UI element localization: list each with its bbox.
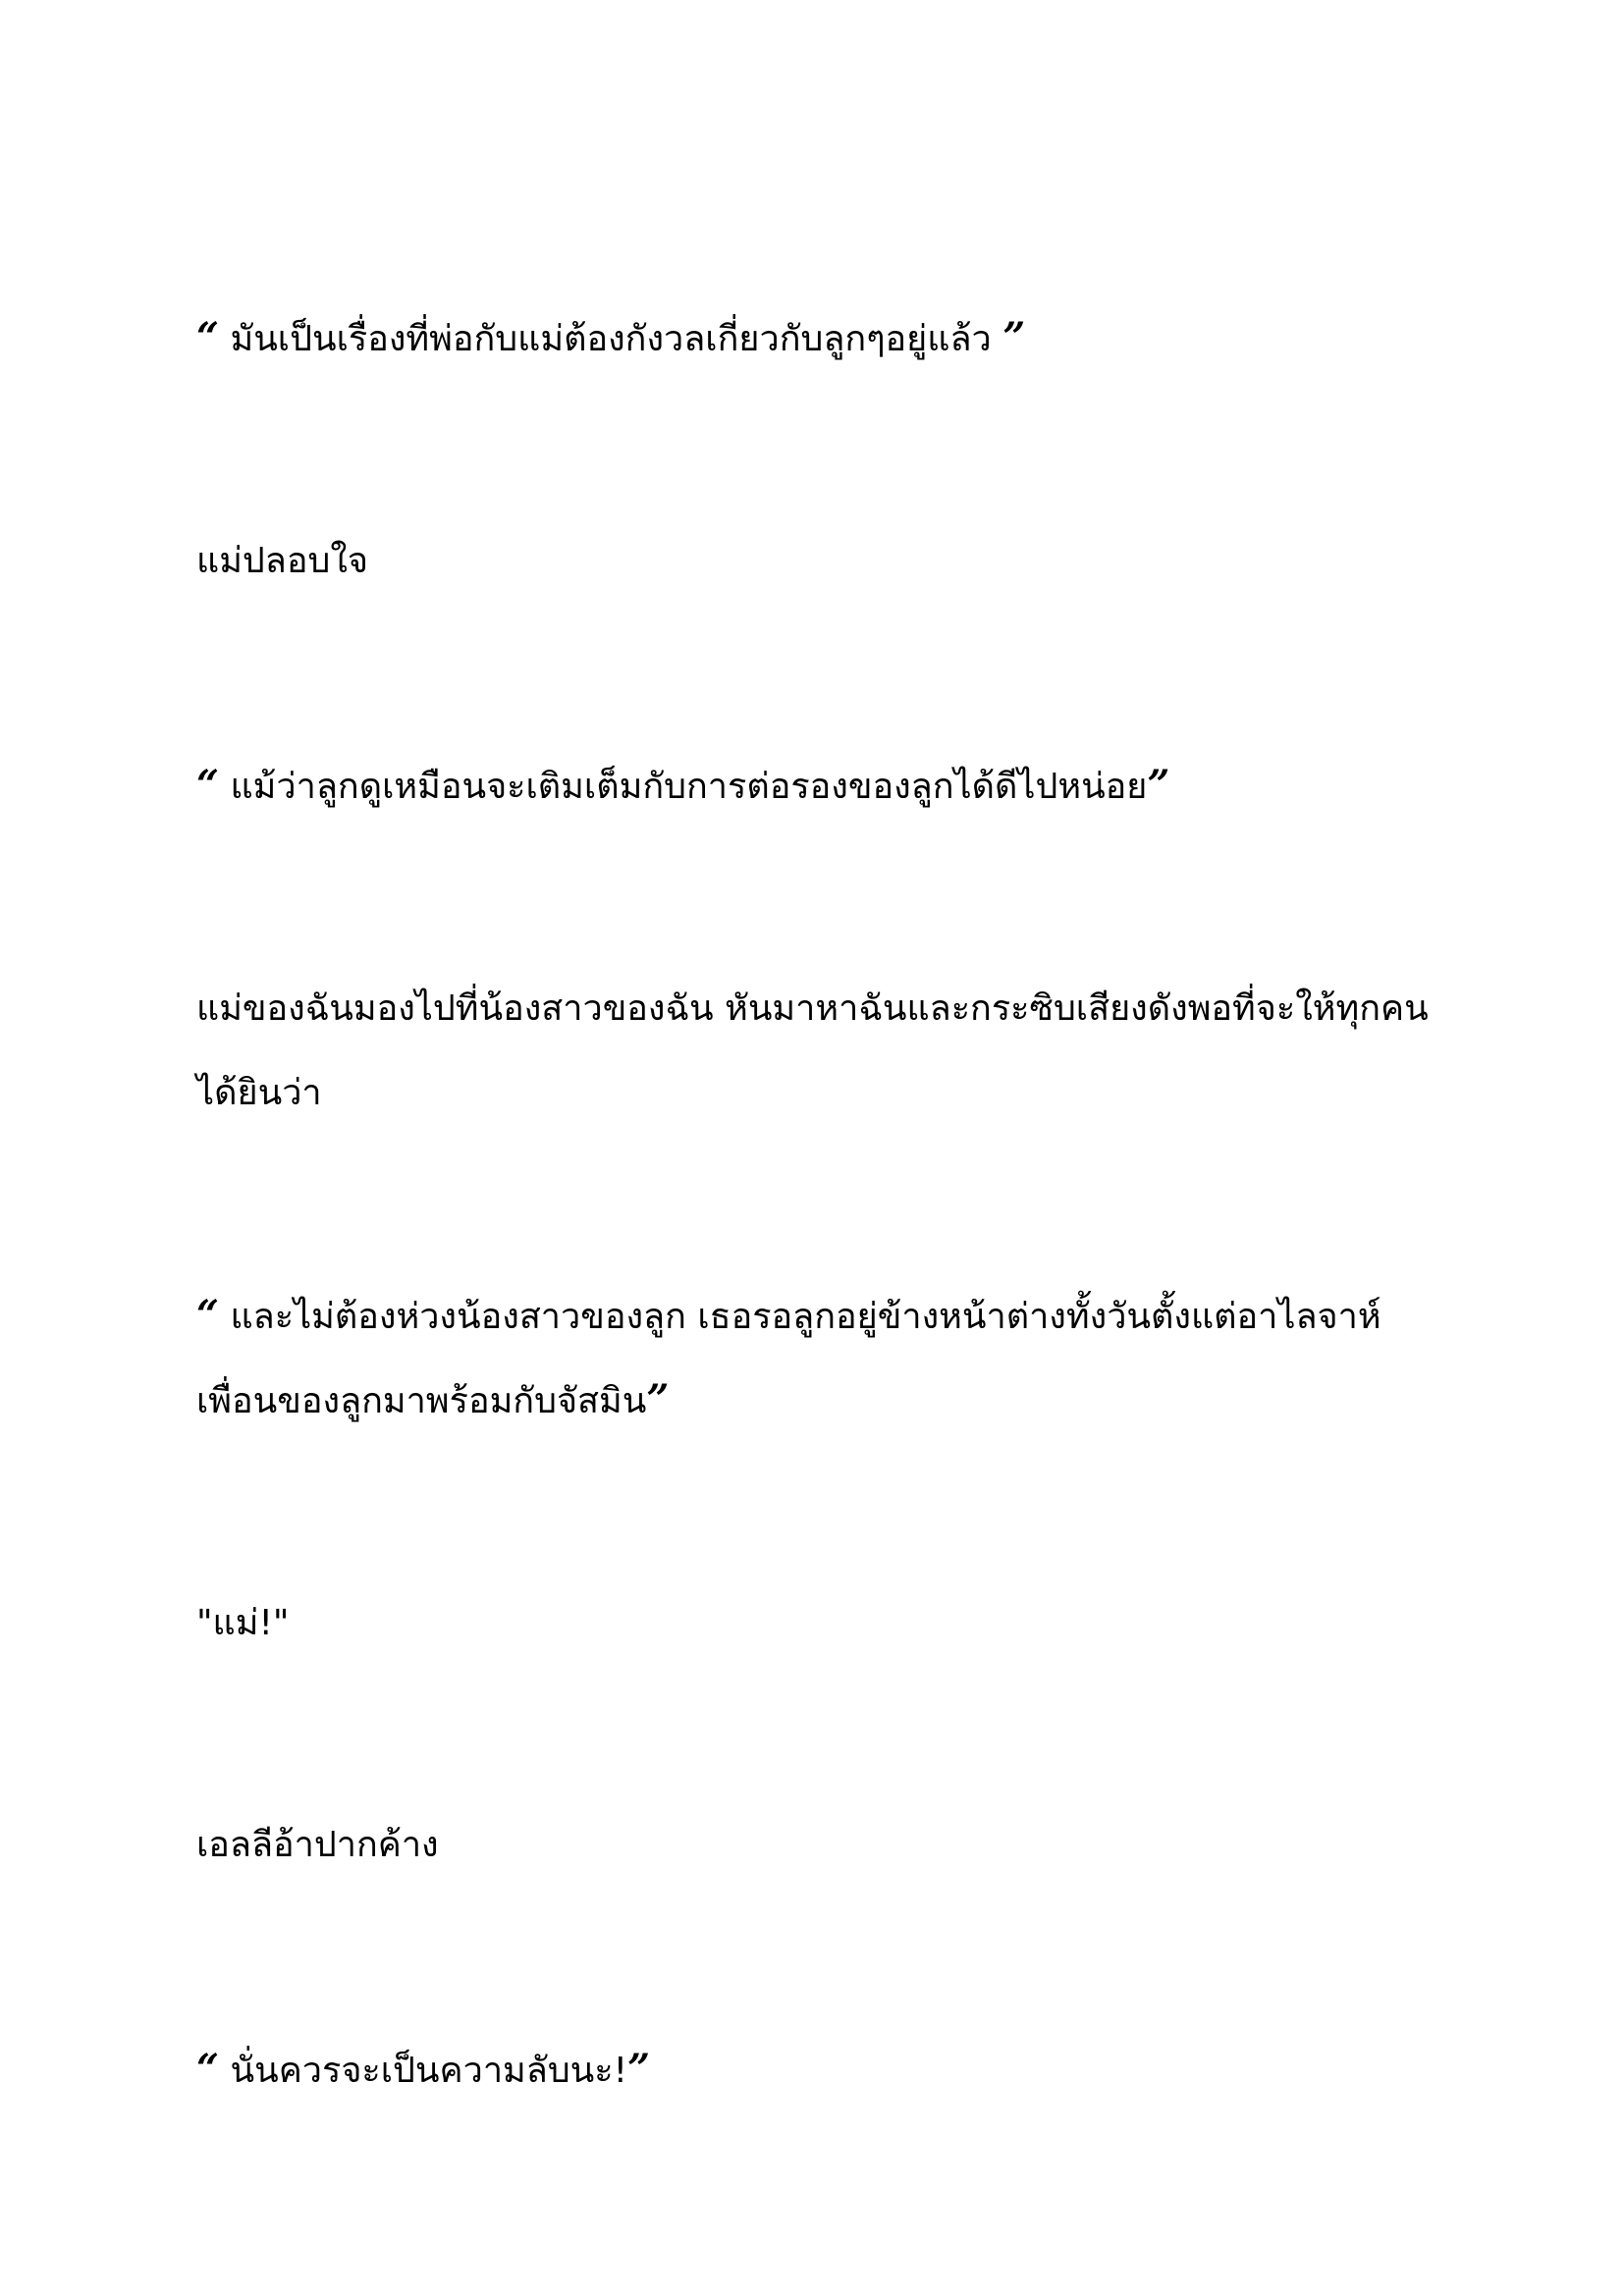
close-quote: ”: [646, 1376, 670, 1422]
close-quote: ”: [1002, 314, 1026, 360]
dialogue-text: เพื่อนของลูกมาพร้อมกับจัสมิน: [196, 1381, 647, 1421]
paragraph-3-line-1: [196, 762, 1169, 811]
dialogue-text: มันเป็นเรื่องที่พ่อกับแม่ต้องกังวลเกี่ยวกับลูกๆอยู่แล้ว: [230, 319, 992, 359]
dialogue-text: และไม่ต้องห่วงน้องสาวของลูก เธอรอลูกอยู่ข้างหน้าต่างทั้งวันตั้งแต่อาไลจาห์: [230, 1297, 1381, 1337]
dialogue-text: นั่นควรจะเป็นความลับนะ!: [230, 2051, 628, 2091]
open-quote: “: [196, 762, 220, 808]
paragraph-6-line-1: [196, 1600, 289, 1647]
paragraph-5-line-1: [196, 1292, 1381, 1341]
narration-text: เอลลีอ้าปากค้าง: [196, 1825, 439, 1865]
paragraph-4-line-2: [196, 1070, 322, 1117]
open-quote: “: [196, 314, 220, 360]
open-quote: “: [196, 1292, 220, 1338]
paragraph-8-line-1: [196, 2046, 650, 2095]
close-quote: ”: [1147, 762, 1170, 808]
narration-text: ได้ยินว่า: [196, 1073, 322, 1113]
paragraph-4-line-1: [196, 986, 1429, 1033]
narration-text: แม่ของฉันมองไปที่น้องสาวของฉัน หันมาหาฉันและกระซิบเสียงดังพอที่จะให้ทุกคน: [196, 988, 1429, 1029]
paragraph-7-line-1: [196, 1822, 439, 1869]
narration-text: แม่ปลอบใจ: [196, 541, 368, 581]
open-quote: “: [196, 2046, 220, 2092]
dialogue-text: แม้ว่าลูกดูเหมือนจะเติมเต็มกับการต่อรองของลูกได้ดีไปหน่อย: [230, 767, 1148, 807]
paragraph-5-line-2: [196, 1376, 669, 1425]
dialogue-text: "แม่!": [196, 1603, 290, 1643]
close-quote: ”: [627, 2046, 651, 2092]
paragraph-1-line-1: [196, 314, 1025, 363]
paragraph-2-line-1: [196, 538, 368, 585]
